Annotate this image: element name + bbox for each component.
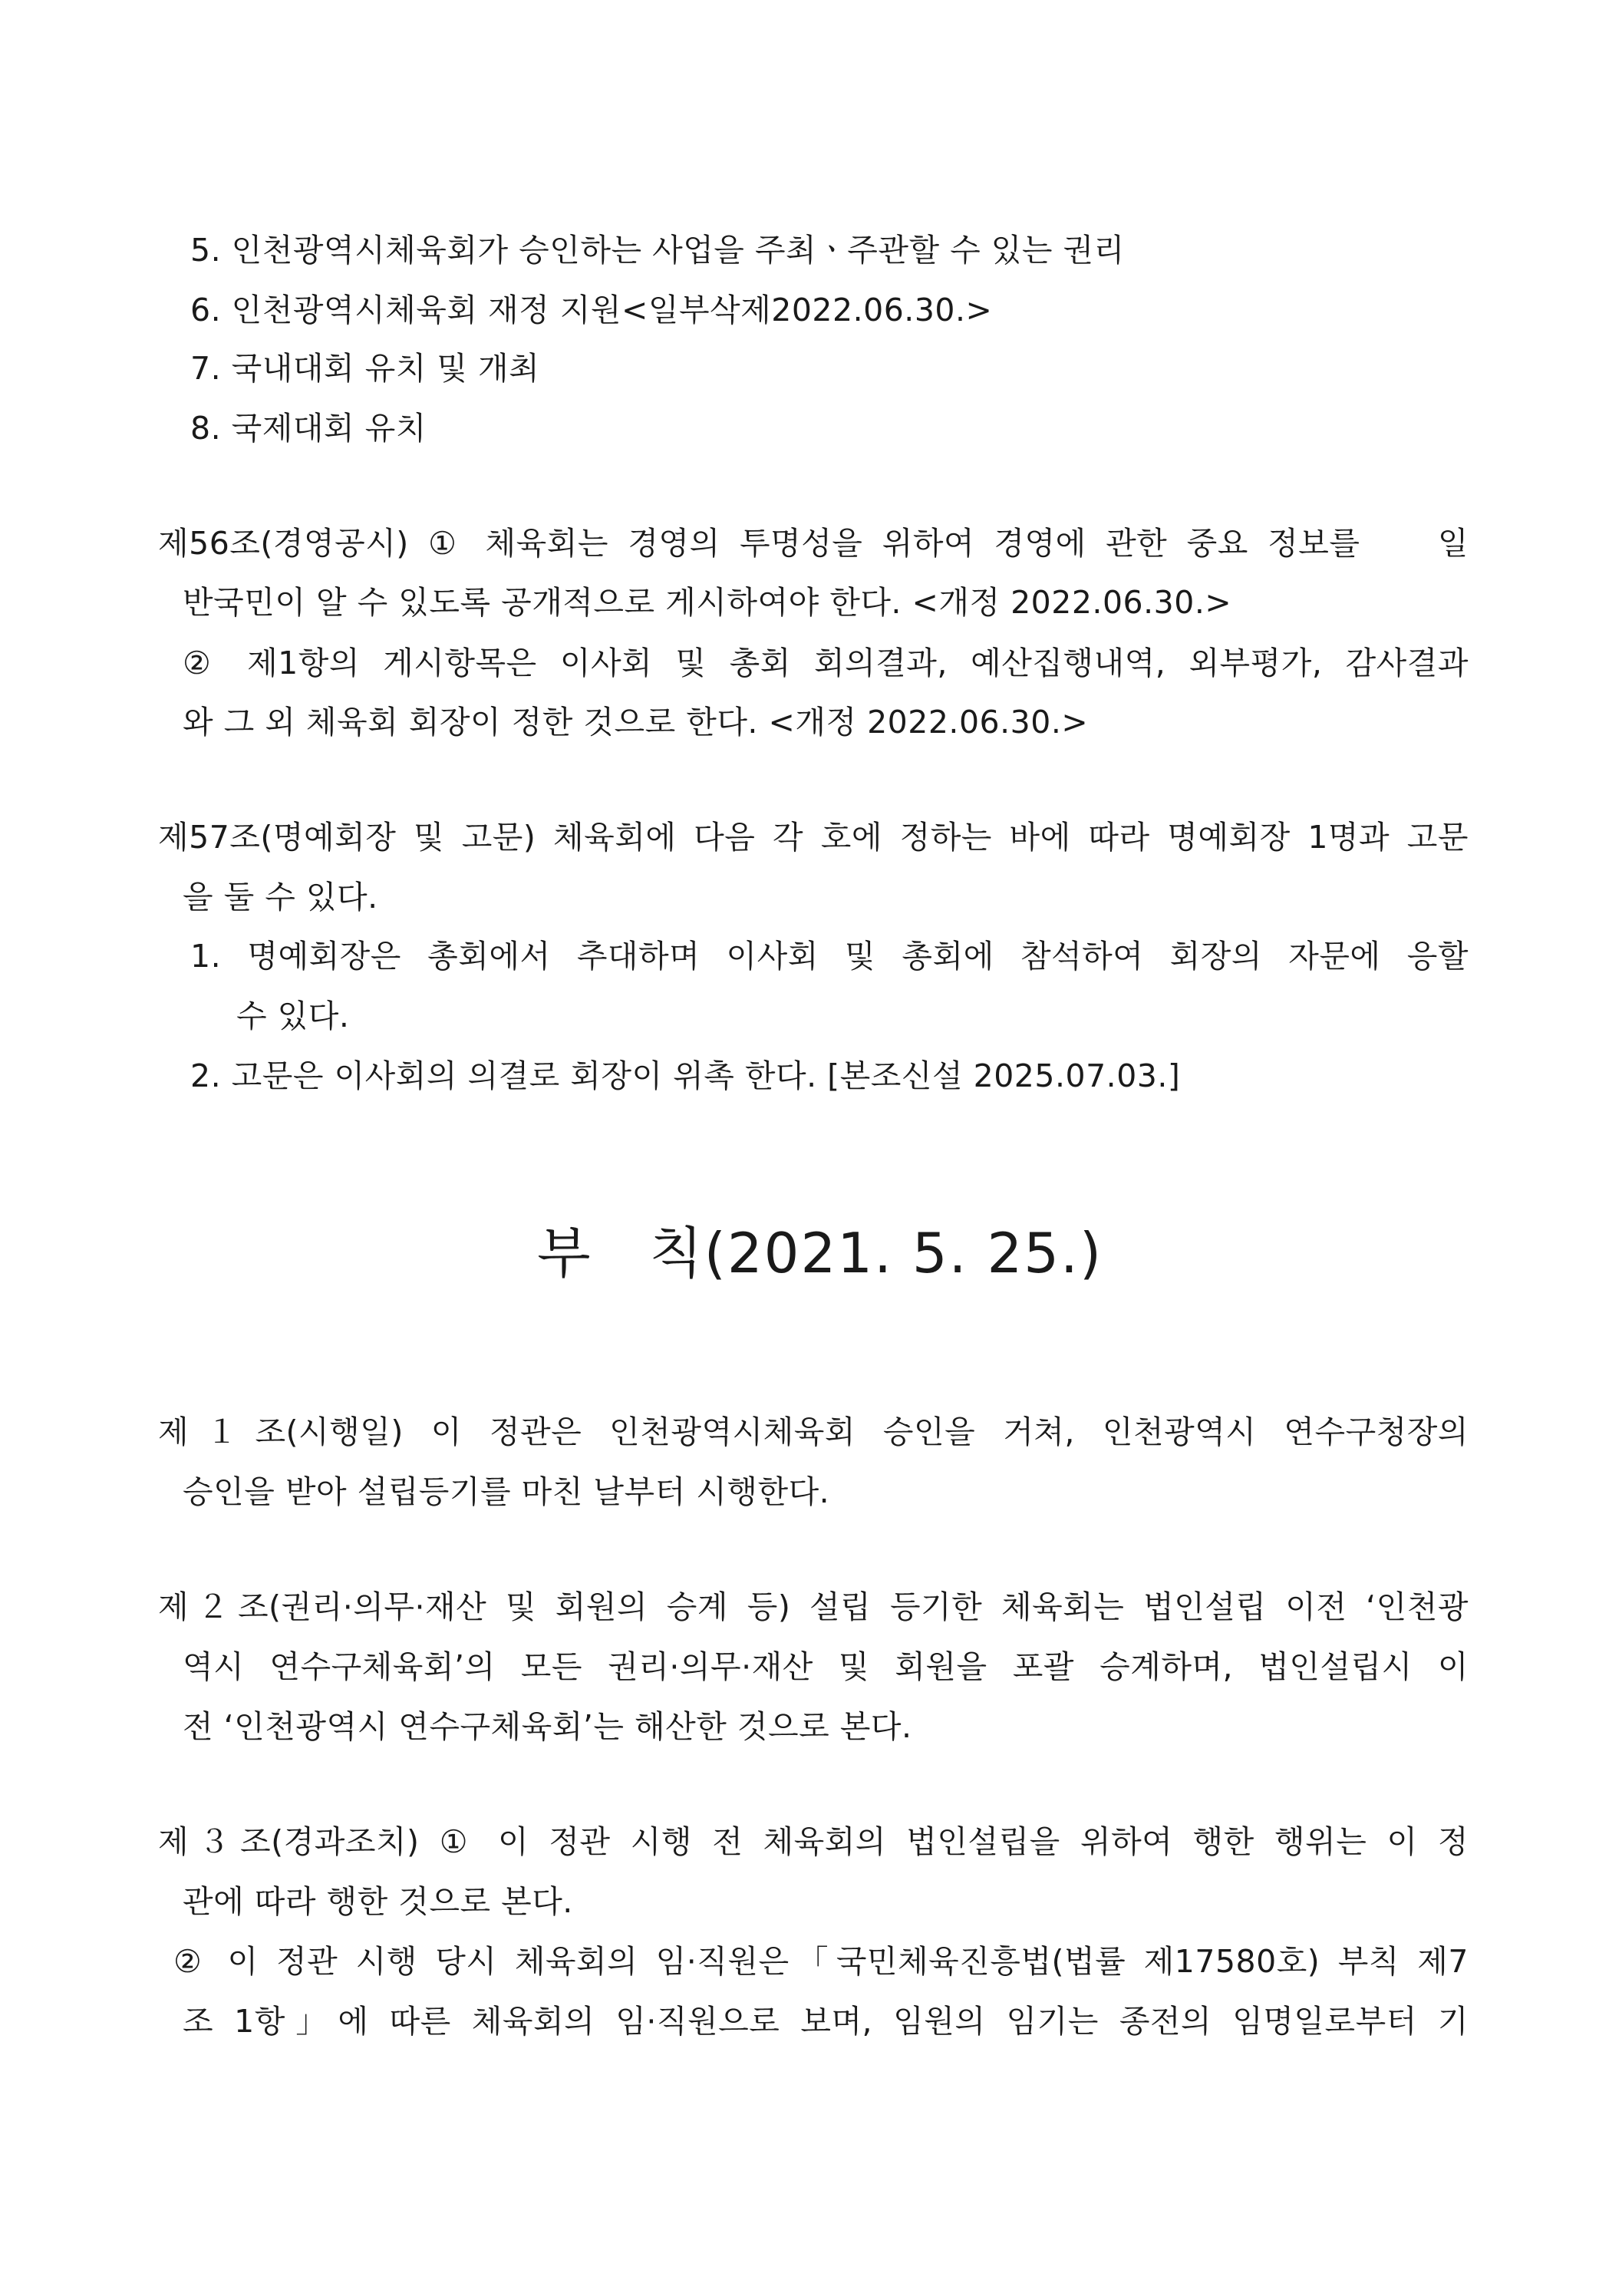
supp-article-3-line: 관에 따라 행한 것으로 본다. — [183, 1883, 573, 1920]
list-item: 8. 국제대회 유치 — [190, 410, 427, 447]
article-57-line: 을 둘 수 있다. — [183, 879, 378, 915]
supp-article-1-line: 제１조(시행일) 이 정관은 인천광역시체육회 승인을 거쳐, 인천광역시 연수구청장의 — [158, 1414, 1469, 1450]
supp-article-2-line: 전 ‘인천광역시 연수구체육회’는 해산한 것으로 본다. — [183, 1708, 912, 1745]
supp-article-1-line: 승인을 받아 설립등기를 마친 날부터 시행한다. — [183, 1473, 830, 1510]
supp-article-2-line: 역시 연수구체육회’의 모든 권리·의무·재산 및 회원을 포괄 승계하며, 법인설립시 이 — [183, 1648, 1469, 1685]
article-57-item: 1. 명예회장은 총회에서 추대하며 이사회 및 총회에 참석하여 회장의 자문에 응할 — [190, 938, 1469, 975]
article-56-line: 반국민이 알 수 있도록 공개적으로 게시하여야 한다. <개정 2022.06.30.> — [183, 584, 1232, 621]
supp-article-2-line: 제２조(권리·의무·재산 및 회원의 승계 등) 설립 등기한 체육회는 법인설립 이전 ‘인천광 — [158, 1588, 1469, 1625]
supplementary-heading: 부 칙(2021. 5. 25.) — [537, 1221, 1103, 1285]
article-56-clause: 와 그 외 체육회 회장이 정한 것으로 한다. <개정 2022.06.30.> — [183, 704, 1089, 741]
list-item: 5. 인천광역시체육회가 승인하는 사업을 주최ㆍ주관할 수 있는 권리 — [190, 232, 1125, 269]
list-item: 6. 인천광역시체육회 재정 지원<일부삭제2022.06.30.> — [190, 292, 993, 328]
article-57-item: 2. 고문은 이사회의 의결로 회장이 위촉 한다. [본조신설 2025.07.03.] — [190, 1057, 1181, 1094]
supp-article-3-line: 제３조(경과조치) ① 이 정관 시행 전 체육회의 법인설립을 위하여 행한 행위는 이 정 — [158, 1823, 1469, 1860]
supp-article-3-clause: ② 이 정관 시행 당시 체육회의 임·직원은「국민체육진흥법(법률 제17580호) 부칙 제7 — [173, 1943, 1469, 1980]
article-56-line: 제56조(경영공시) ① 체육회는 경영의 투명성을 위하여 경영에 관한 중요 정보를 일 — [158, 525, 1469, 562]
article-57-item: 수 있다. — [236, 998, 350, 1034]
article-56-clause: ② 제1항의 게시항목은 이사회 및 총회 회의결과, 예산집행내역, 외부평가, 감사결과 — [183, 645, 1469, 681]
article-57-line: 제57조(명예회장 및 고문) 체육회에 다음 각 호에 정하는 바에 따라 명예회장 1명과 고문 — [158, 819, 1469, 856]
list-item: 7. 국내대회 유치 및 개최 — [190, 350, 540, 387]
supp-article-3-clause: 조 1항」에 따른 체육회의 임·직원으로 보며, 임원의 임기는 종전의 임명일로부터 기 — [183, 2003, 1469, 2040]
